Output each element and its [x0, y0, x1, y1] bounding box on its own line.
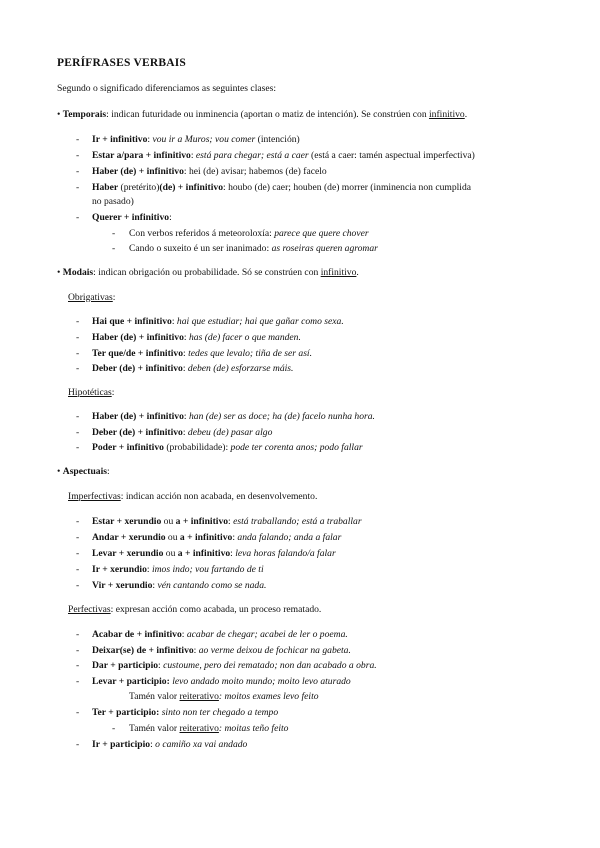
list-item: Estar a/para + infinitivo: está para chegar; está a caer (está a caer: tamén aspectual imperfectiva) — [92, 150, 475, 161]
list-item: Haber (de) + infinitivo: hei (de) avisar; habemos (de) facelo — [92, 166, 327, 177]
dash-icon: - — [76, 707, 80, 718]
bullet-icon: • — [57, 109, 61, 120]
list-item: Andar + xerundio ou a + infinitivo: anda falando; anda a falar — [92, 532, 342, 543]
dash-icon: - — [76, 134, 80, 145]
list-item: Querer + infinitivo: — [92, 212, 172, 223]
list-item-continuation: no pasado) — [92, 196, 134, 207]
dash-icon: - — [76, 316, 80, 327]
dash-icon: - — [76, 629, 80, 640]
list-item: Acabar de + infinitivo: acabar de chegar; acabei de ler o poema. — [92, 629, 348, 640]
note-line: Tamén valor reiterativo: moitos exames levo feito — [129, 691, 319, 702]
dash-icon: - — [76, 166, 80, 177]
list-item: Ir + xerundio: imos indo; vou fartando de ti — [92, 564, 264, 575]
section-label: Modais — [62, 267, 94, 278]
sub-list-item: Con verbos referidos á meteoroloxía: parece que quere chover — [129, 228, 369, 239]
dash-icon: - — [76, 212, 80, 223]
intro-text: Segundo o significado diferenciamos as seguintes clases: — [57, 83, 277, 94]
section-label: Aspectuais — [62, 466, 108, 477]
list-item: Hai que + infinitivo: hai que estudiar; hai que gañar como sexa. — [92, 316, 344, 327]
list-item: Deber (de) + infinitivo: deben (de) esforzarse máis. — [92, 363, 294, 374]
bullet-icon: • — [57, 466, 61, 477]
list-item: Estar + xerundio ou a + infinitivo: está traballando; está a traballar — [92, 516, 362, 527]
list-item: Poder + infinitivo (probabilidade): pode ter corenta anos; podo fallar — [92, 442, 363, 453]
dash-icon: - — [76, 363, 80, 374]
dash-icon: - — [76, 532, 80, 543]
subsection-hipoteticas: Hipotéticas: — [68, 387, 115, 398]
sub-list-item: Cando o suxeito é un ser inanimado: as roseiras queren agromar — [129, 243, 378, 254]
dash-icon: - — [76, 427, 80, 438]
list-item: Ir + infinitivo: vou ir a Muros; vou comer (intención) — [92, 134, 300, 145]
list-item: Deber (de) + infinitivo: debeu (de) pasar algo — [92, 427, 273, 438]
dash-icon: - — [112, 723, 116, 734]
list-item: Ter que/de + infinitivo: tedes que levalo; tiña de ser así. — [92, 348, 312, 359]
section-modais: • Modais: indican obrigación ou probabilidade. Só se constrúen con infinitivo. — [57, 267, 359, 278]
dash-icon: - — [76, 332, 80, 343]
list-item: Haber (pretérito)(de) + infinitivo: houbo (de) caer; houben (de) morrer (inminencia non cumplida — [92, 182, 472, 193]
dash-icon: - — [112, 228, 116, 239]
dash-icon: - — [76, 739, 80, 750]
subsection-obrigativas: Obrigativas: — [68, 292, 116, 303]
dash-icon: - — [76, 580, 80, 591]
list-item: Levar + participio: levo andado moito mundo; moito levo aturado — [92, 676, 351, 687]
dash-icon: - — [76, 348, 80, 359]
link-infinitivo: infinitivo — [320, 267, 357, 278]
dash-icon: - — [112, 243, 116, 254]
list-item: Ter + participio: sinto non ter chegado a tempo — [92, 707, 279, 718]
subsection-perfectivas: Perfectivas: expresan acción como acabada, un proceso rematado. — [68, 604, 322, 615]
list-item: Ir + participio: o camiño xa vai andado — [92, 739, 248, 750]
list-item: Levar + xerundio ou a + infinitivo: leva horas falando/a falar — [92, 548, 336, 559]
subsection-imperfectivas: Imperfectivas: indican acción non acabada, en desenvolvemento. — [68, 491, 318, 502]
dash-icon: - — [76, 548, 80, 559]
dash-icon: - — [76, 645, 80, 656]
bullet-icon: • — [57, 267, 61, 278]
section-label: Temporais — [62, 109, 107, 120]
dash-icon: - — [76, 182, 80, 193]
dash-icon: - — [76, 564, 80, 575]
section-aspectuais: • Aspectuais: — [57, 466, 110, 477]
dash-icon: - — [76, 676, 80, 687]
list-item: Haber (de) + infinitivo: has (de) facer o que manden. — [92, 332, 301, 343]
list-item: Haber (de) + infinitivo: han (de) ser as doce; ha (de) facelo nunha hora. — [92, 411, 375, 422]
list-item: Dar + participio: custoume, pero dei rematado; non dan acabado a obra. — [92, 660, 377, 671]
note-line: Tamén valor reiterativo: moitas teño feito — [129, 723, 289, 734]
dash-icon: - — [76, 516, 80, 527]
link-infinitivo: infinitivo — [429, 109, 465, 120]
dash-icon: - — [76, 442, 80, 453]
section-temporais: • Temporais: indican futuridade ou inminencia (aportan o matiz de intención). Se constrúen con infinitivo. — [57, 109, 468, 120]
page-title: PERÍFRASES VERBAIS — [57, 57, 186, 69]
dash-icon: - — [76, 411, 80, 422]
list-item: Vir + xerundio: vén cantando como se nada. — [92, 580, 267, 591]
list-item: Deixar(se) de + infinitivo: ao verme deixou de fochicar na gabeta. — [92, 645, 351, 656]
dash-icon: - — [76, 150, 80, 161]
dash-icon: - — [76, 660, 80, 671]
